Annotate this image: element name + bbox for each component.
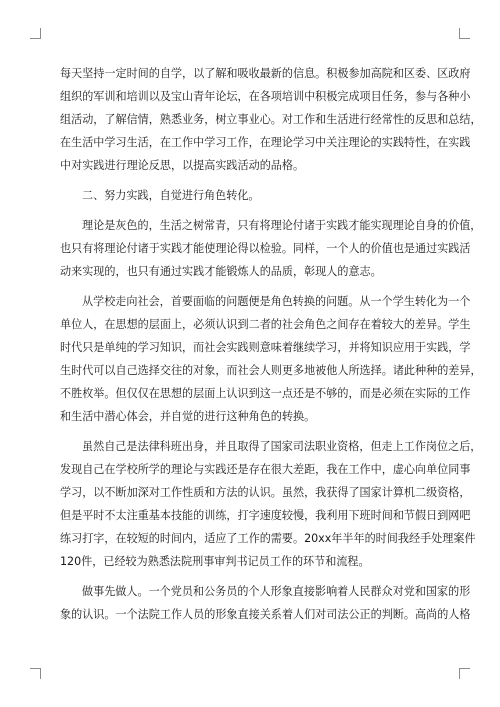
text-line: 发现自己在学校所学的理论与实践还是存在很大差距，我在工作中，虚心向单位同事 [60, 463, 471, 476]
paragraph [60, 214, 482, 283]
text-line: 象的认识。一个法院工作人员的形象直接关系着人们对司法公正的判断。高尚的人格 [60, 608, 471, 621]
text-line: 学习，以不断加深对工作性质和方法的认识。虽然，我获得了国家计算机二级资格， [60, 486, 471, 499]
text-line: 从学校走向社会，首要面临的问题便是角色转换的问题。从一个学生转化为一个 [82, 295, 471, 308]
paragraph [60, 62, 482, 177]
crop-mark-bottom-right [459, 668, 470, 679]
text-line: 动来实现的，也只有通过实践才能锻炼人的品质，彰现人的意志。 [60, 265, 382, 278]
text-line: 理论是灰色的，生活之树常青，只有将理论付诸于实践才能实现理论自身的价值， [82, 219, 482, 232]
text-line: 不胜枚举。但仅仅在思想的层面上认识到这一点还是不够的，而是必须在实际的工作 [60, 387, 471, 400]
text-line: 组织的军训和培训以及宝山青年论坛，在各项培训中积极完成项目任务，参与各种小 [60, 90, 471, 103]
text-line: 但是平时不太注重基本技能的训练，打字速度较慢，我利用下班时间和节假日到网吧 [60, 509, 471, 522]
text-line: 组活动，了解信情，熟悉业务，树立事业心。对工作和生活进行经常性的反思和总结， [60, 113, 482, 126]
paragraph [60, 290, 482, 428]
text-line: 中对实践进行理论反思，以提高实践活动的品格。 [60, 159, 305, 172]
text-line: 时代只是单纯的学习知识，而社会实践则意味着继续学习，并将知识应用于实践，学 [60, 341, 471, 354]
text-line: 和生活中潜心体会，并自觉的进行这种角色的转换。 [60, 410, 316, 423]
text-line: 单位人，在思想的层面上，必须认识到二者的社会角色之间存在着较大的差异。学生 [60, 318, 471, 331]
text-line: 生时代可以自己选择交往的对象，而社会人则更多地被他人所选择。诸此种种的差异， [60, 364, 482, 377]
crop-mark-top-right [459, 28, 470, 39]
text-line: 虽然自己是法律科班出身，并且取得了国家司法职业资格，但走上工作岗位之后， [82, 440, 482, 453]
text-line: 也只有将理论付诸于实践才能使理论得以检验。同样，一个人的价值也是通过实践活 [60, 242, 471, 255]
text-line: 在生活中学习生活，在工作中学习工作，在理论学习中关注理论的实践特性，在实践 [60, 136, 471, 149]
text-line: 120件，已经较为熟悉法院刑事审判书记员工作的环节和流程。 [60, 555, 370, 568]
text-line: 练习打字，在较短的时间内，适应了工作的需要。20xx年半年的时间我经手处理案件 [60, 532, 476, 545]
paragraph [60, 435, 482, 573]
crop-mark-top-left [30, 28, 41, 39]
text-line: 每天坚持一定时间的自学，以了解和吸收最新的信息。积极参加高院和区委、区政府 [60, 67, 471, 80]
document-body [60, 62, 482, 626]
text-line: 做事先做人。一个党员和公务员的个人形象直接影响着人民群众对党和国家的形 [82, 585, 471, 598]
section-heading [60, 184, 440, 207]
paragraph [60, 580, 471, 626]
crop-mark-bottom-left [30, 668, 41, 679]
text-line: 二、努力实践，自觉进行角色转化。 [82, 189, 260, 202]
